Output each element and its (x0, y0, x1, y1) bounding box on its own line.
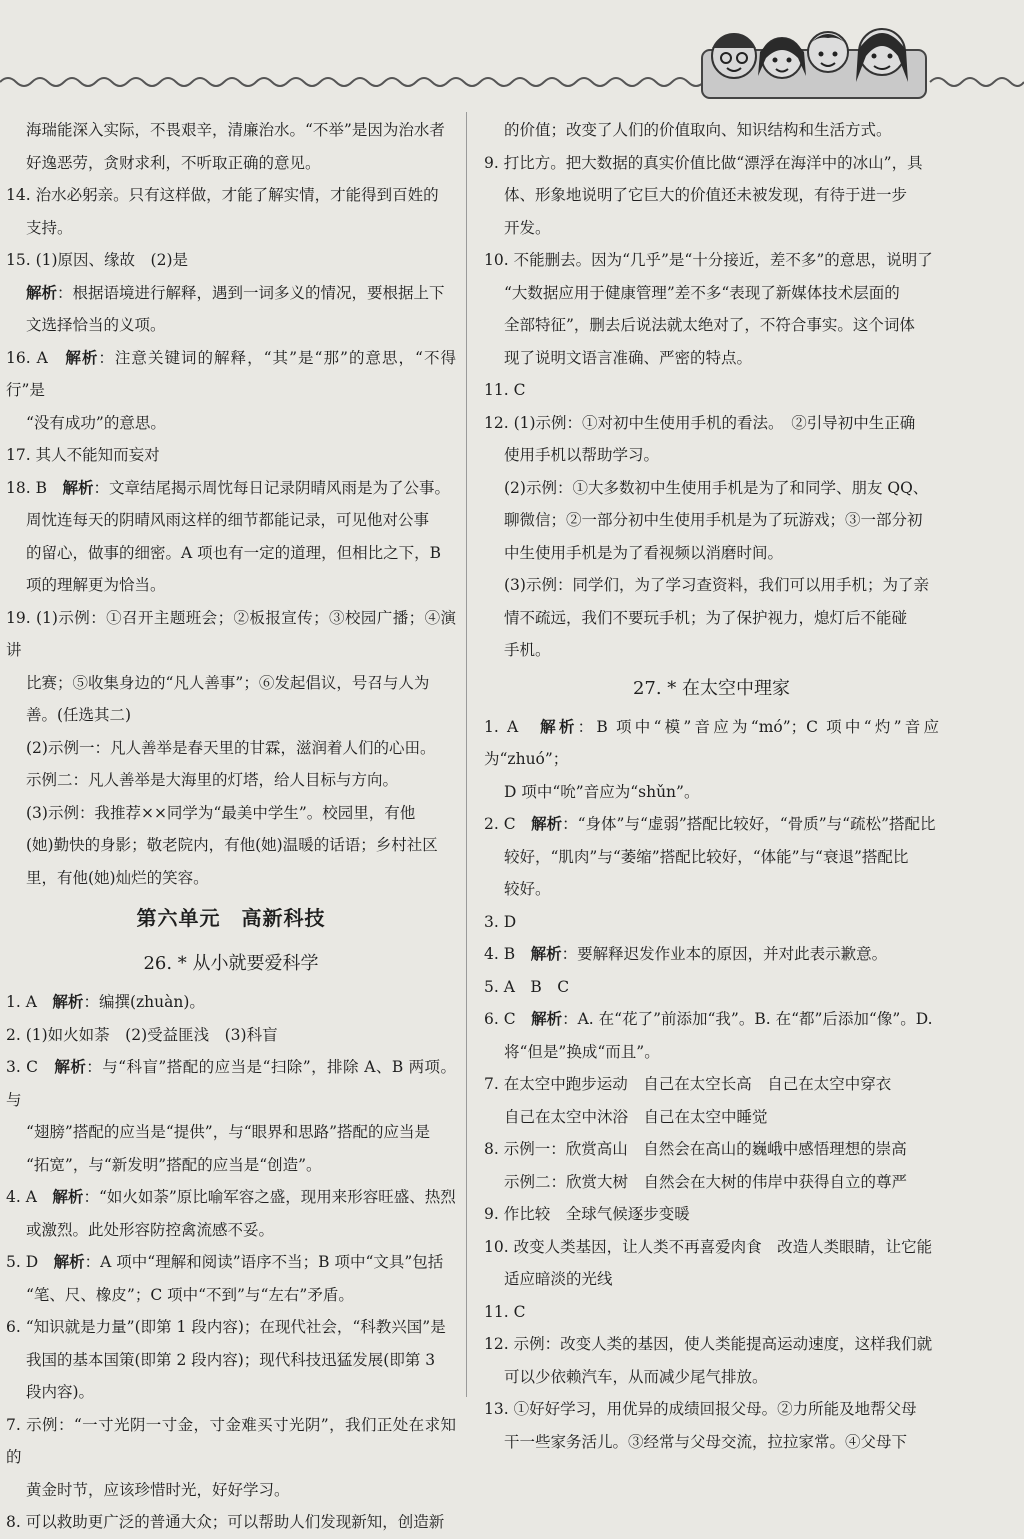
cartoon-kids-illustration (698, 6, 930, 106)
answer-line: 好逸恶劳，贪财求利，不听取正确的意见。 (26, 153, 321, 172)
answer-line: (2)示例：①大多数初中生使用手机是为了和同学、朋友 QQ、 (504, 478, 929, 497)
answer-line: 可以少依赖汽车，从而减少尾气排放。 (504, 1367, 768, 1386)
answer-line: “拓宽”，与“新发明”搭配的应当是“创造”。 (26, 1155, 322, 1174)
answer-line: 体、形象地说明了它巨大的价值还未被发现，有待于进一步 (504, 186, 908, 204)
answer-line: 11. C (484, 1302, 526, 1321)
analysis-text: ：文章结尾揭示周忱每日记录阴晴风雨是为了公事。 (93, 478, 450, 497)
analysis-label: 解析 (62, 477, 94, 497)
answer-line: 全部特征”，删去后说法就太绝对了，不符合事实。这个词体 (504, 316, 915, 334)
answer-line: 干一些家务活儿。③经常与父母交流，拉拉家常。④父母下 (504, 1432, 908, 1451)
answer-line: 现了说明文语言准确、严密的特点。 (504, 348, 753, 367)
answer-line: 5. A B C (484, 977, 570, 996)
analysis-text: ：与“科盲”搭配的应当是“扫除”，排除 A、B 两项。与 (6, 1058, 456, 1109)
answer-line: 较好。 (504, 880, 551, 898)
answer-line: 黄金时节，应该珍惜时光，好好学习。 (26, 1480, 290, 1499)
answer-line: 项的理解更为恰当。 (26, 576, 166, 594)
analysis-label: 解析 (52, 992, 84, 1011)
answer-line: (她)勤快的身影；敬老院内，有他(她)温暖的话语；乡村社区 (26, 836, 438, 854)
answer-number: 4. B (484, 945, 531, 963)
answer-line: D 项中“吮”音应为“shǔn”。 (504, 782, 700, 801)
answer-number: 4. A (6, 1188, 53, 1206)
analysis-label: 解析 (530, 944, 562, 963)
unit-heading: 第六单元 高新科技 (136, 906, 326, 930)
lesson-title: 27. * 在太空中理家 (632, 677, 791, 699)
answer-number: 16. A (6, 348, 66, 367)
answer-line: 3. D (484, 912, 517, 931)
analysis-label: 解析 (65, 347, 99, 367)
right-column (484, 114, 939, 1458)
analysis-label: 解析 (26, 282, 58, 302)
analysis-label: 解析 (52, 1187, 84, 1206)
answer-line: 8. 示例一：欣赏高山 自然会在高山的巍峨中感悟理想的崇高 (484, 1140, 907, 1158)
answer-line: 10. 不能删去。因为“几乎”是“十分接近，差不多”的意思，说明了 (484, 251, 933, 269)
analysis-text: ：B 项中“模”音应为“mó”；C 项中“灼”音应为“zhuó”； (484, 717, 939, 768)
answer-number: 5. D (6, 1253, 54, 1271)
answer-line: 较好，“肌肉”与“萎缩”搭配比较好，“体能”与“衰退”搭配比 (504, 847, 909, 866)
answer-line: 自己在太空中沐浴 自己在太空中睡觉 (504, 1107, 768, 1126)
answer-line: 9. 作比较 全球气候逐步变暖 (484, 1205, 690, 1223)
analysis-label: 解析 (531, 814, 563, 833)
answer-line (6, 1181, 456, 1214)
answer-line (6, 1246, 456, 1279)
answer-line (6, 986, 456, 1019)
answer-number: 1. A (6, 993, 53, 1011)
answer-line: 示例二：凡人善举是大海里的灯塔，给人目标与方向。 (26, 771, 399, 789)
answer-line: 示例二：欣赏大树 自然会在大树的伟岸中获得自立的尊严 (504, 1172, 908, 1191)
answer-line (6, 1051, 456, 1116)
answer-line: 我国的基本国策(即第 2 段内容)；现代科技迅猛发展(即第 3 (26, 1350, 436, 1369)
answer-line: 19. (1)示例：①召开主题班会；②板报宣传；③校园广播；④演讲 (6, 608, 456, 659)
answer-line (6, 342, 456, 407)
analysis-label: 解析 (53, 1252, 85, 1271)
answer-number: 2. C (484, 815, 532, 833)
answer-line: 段内容)。 (26, 1383, 95, 1401)
answer-line: “翅膀”搭配的应当是“提供”，与“眼界和思路”搭配的应当是 (26, 1123, 431, 1141)
answer-number: 18. B (6, 478, 63, 497)
answer-line: 15. (1)原因、缘故 (2)是 (6, 251, 188, 269)
answer-line: 10. 改变人类基因，让人类不再喜爱肉食 改造人类眼睛，让它能 (484, 1237, 933, 1256)
answer-line: 善。(任选其二) (26, 706, 132, 724)
answer-line (484, 808, 939, 841)
answer-line: 手机。 (504, 641, 551, 659)
lesson-title: 26. * 从小就要爱科学 (143, 953, 319, 974)
answer-line: 12. 示例：改变人类的基因，使人类能提高运动速度，这样我们就 (484, 1335, 933, 1353)
answer-line: 使用手机以帮助学习。 (504, 446, 660, 464)
left-column (6, 114, 456, 1539)
analysis-label: 解析 (531, 1009, 563, 1028)
answer-line: (3)示例：同学们，为了学习查资料，我们可以用手机；为了亲 (504, 576, 929, 594)
analysis-label: 解析 (54, 1057, 87, 1076)
answer-line: 12. (1)示例：①对初中生使用手机的看法。 ②引导初中生正确 (484, 413, 916, 432)
answer-line: “大数据应用于健康管理”差不多“表现了新媒体技术层面的 (504, 283, 900, 302)
analysis-text: ：“如火如荼”原比喻军容之盛，现用来形容旺盛、热烈 (83, 1188, 456, 1206)
answer-line: 7. 示例：“一寸光阴一寸金，寸金难买寸光阴”，我们正处在求知的 (6, 1415, 456, 1466)
answer-line: (2)示例一：凡人善举是春天里的甘霖，滋润着人们的心田。 (26, 738, 436, 757)
answer-line: 聊微信；②一部分初中生使用手机是为了玩游戏；③一部分初 (504, 511, 923, 529)
answer-line (6, 277, 456, 310)
answer-line: 里，有他(她)灿烂的笑容。 (26, 868, 209, 887)
answer-line: 17. 其人不能知而妄对 (6, 446, 160, 464)
answer-line: 的价值；改变了人们的价值取向、知识结构和生活方式。 (504, 121, 892, 139)
answer-line: 8. 可以救助更广泛的普通大众；可以帮助人们发现新知，创造新 (6, 1513, 445, 1531)
analysis-text: ：要解释迟发作业本的原因，并对此表示歉意。 (561, 945, 888, 963)
answer-line: 或激烈。此处形容防控禽流感不妥。 (26, 1220, 275, 1239)
answer-line: 2. (1)如火如荼 (2)受益匪浅 (3)科盲 (6, 1025, 278, 1044)
answer-line (6, 472, 456, 505)
answer-line: 中生使用手机是为了看视频以消磨时间。 (504, 543, 784, 562)
analysis-text: ：A 项中“理解和阅读”语序不当；B 项中“文具”包括 (84, 1253, 444, 1271)
answer-line: 将“但是”换成“而且”。 (504, 1042, 660, 1061)
answer-line: 13. ①好好学习，用优异的成绩回报父母。②力所能及地帮父母 (484, 1400, 917, 1418)
answer-number: 6. C (484, 1010, 532, 1028)
answer-line: 开发。 (504, 218, 551, 237)
answer-line: 海瑞能深入实际，不畏艰辛，清廉治水。“不举”是因为治水者 (26, 121, 445, 139)
answer-line: 7. 在太空中跑步运动 自己在太空长高 自己在太空中穿衣 (484, 1075, 892, 1093)
answer-line: 支持。 (26, 218, 73, 237)
answer-line: 适应暗淡的光线 (504, 1270, 613, 1288)
answer-line: 情不疏远，我们不要玩手机；为了保护视力，熄灯后不能碰 (504, 608, 908, 627)
answer-line: 14. 治水必躬亲。只有这样做，才能了解实情，才能得到百姓的 (6, 186, 439, 204)
answer-number: 1. A (484, 717, 541, 736)
answer-line: 9. 打比方。把大数据的真实价值比做“漂浮在海洋中的冰山”，具 (484, 153, 923, 172)
answer-line: “笔、尺、橡皮”；C 项中“不到”与“左右”矛盾。 (26, 1285, 354, 1304)
answer-line (484, 711, 939, 776)
answer-line (484, 1003, 939, 1036)
analysis-label: 解析 (540, 716, 578, 736)
answer-line: 的留心，做事的细密。A 项也有一定的道理，但相比之下，B (26, 543, 442, 562)
answer-line: 周忱连每天的阴晴风雨这样的细节都能记录，可见他对公事 (26, 511, 430, 529)
answer-line: 比赛；⑤收集身边的“凡人善事”；⑥发起倡议，号召与人为 (26, 673, 430, 692)
column-divider (466, 112, 467, 1397)
analysis-text: ：“身体”与“虚弱”搭配比较好，“骨质”与“疏松”搭配比 (562, 815, 936, 833)
answer-line (484, 938, 939, 971)
answer-line: (3)示例：我推荐××同学为“最美中学生”。校园里，有他 (26, 803, 416, 822)
analysis-text: ：A. 在“花了”前添加“我”。B. 在“都”后添加“像”。D. (562, 1010, 933, 1028)
analysis-text: ：根据语境进行解释，遇到一词多义的情况，要根据上下 (57, 283, 445, 302)
answer-line: 文选择恰当的义项。 (26, 316, 166, 334)
answer-number: 3. C (6, 1058, 55, 1076)
analysis-text: ：注意关键词的解释，“其”是“那”的意思，“不得行”是 (6, 348, 456, 399)
answer-line: “没有成功”的意思。 (26, 413, 166, 432)
answer-line: 11. C (484, 381, 526, 399)
analysis-text: ：编撰(zhuàn)。 (83, 993, 205, 1011)
answer-line: 6. “知识就是力量”(即第 1 段内容)；在现代社会，“科教兴国”是 (6, 1318, 446, 1336)
